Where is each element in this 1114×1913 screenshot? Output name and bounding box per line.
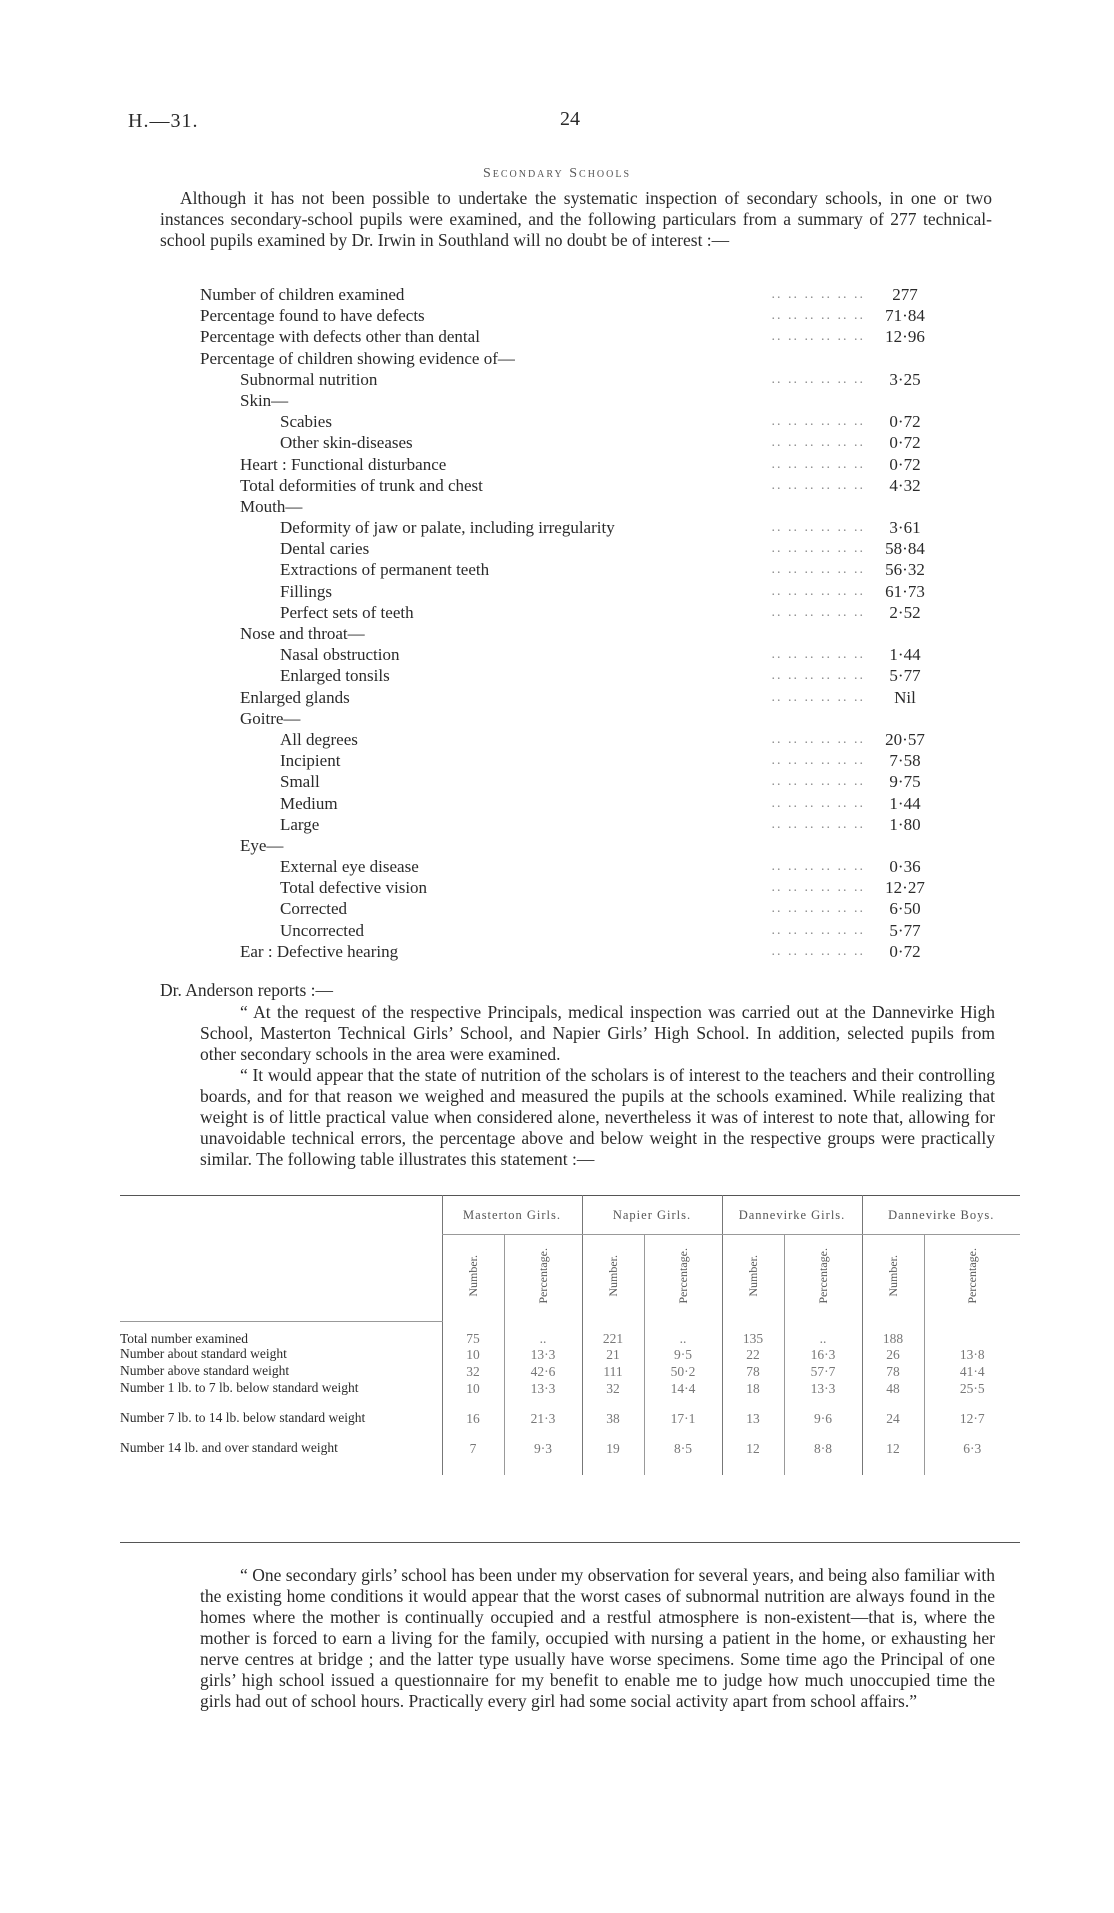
- stat-label: Subnormal nutrition: [240, 369, 378, 389]
- leader-dots: .. .. .. .. .. ..: [771, 901, 865, 917]
- table-row: [120, 1411, 1020, 1441]
- leader-dots: .. .. .. .. .. ..: [771, 880, 865, 896]
- group-header-napier-girls: Napier Girls.: [582, 1196, 722, 1235]
- stat-row: [200, 454, 945, 475]
- leader-dots: .. .. .. .. .. ..: [771, 308, 865, 324]
- stat-value: 1·44: [889, 793, 921, 813]
- stat-value: 3·25: [889, 369, 921, 389]
- group-header-masterton-girls: Masterton Girls.: [442, 1196, 582, 1235]
- stat-row: [200, 729, 945, 750]
- stat-row: [200, 750, 945, 771]
- table-cell: 38: [582, 1411, 644, 1441]
- stat-row: [200, 644, 945, 665]
- table-cell: 26: [862, 1347, 924, 1364]
- table-cell: 7: [442, 1441, 504, 1475]
- stat-label: Large: [280, 814, 320, 834]
- stat-label: Goitre—: [240, 708, 301, 728]
- table-cell: 78: [722, 1364, 784, 1381]
- table-cell: 10: [442, 1381, 504, 1411]
- leader-dots: .. .. .. .. .. ..: [771, 329, 865, 345]
- stat-row: [200, 432, 945, 453]
- table-cell: 48: [862, 1381, 924, 1411]
- table-cell: 19: [582, 1441, 644, 1475]
- stat-value: 5·77: [889, 666, 921, 686]
- table-cell: ..: [784, 1321, 862, 1347]
- stat-label: Total deformities of trunk and chest: [240, 475, 483, 495]
- subheader-number: Number.: [442, 1235, 504, 1322]
- leader-dots: .. .. .. .. .. ..: [771, 604, 865, 620]
- leader-dots: .. .. .. .. .. ..: [771, 371, 865, 387]
- table-cell: 12·7: [924, 1411, 1020, 1441]
- table-cell: 8·5: [644, 1441, 722, 1475]
- table-cell: 32: [442, 1364, 504, 1381]
- table-cell: 10: [442, 1347, 504, 1364]
- table-row: [120, 1321, 1020, 1347]
- leader-dots: .. .. .. .. .. ..: [771, 477, 865, 493]
- leader-dots: .. .. .. .. .. ..: [771, 943, 865, 959]
- subheader-percentage: Percentage.: [924, 1235, 1020, 1322]
- stat-row: [200, 623, 945, 644]
- stat-label: External eye disease: [280, 857, 419, 877]
- table-cell: 9·6: [784, 1411, 862, 1441]
- stat-label: Nose and throat—: [240, 624, 365, 643]
- stat-label: Percentage found to have defects: [200, 306, 425, 326]
- table-cell: 57·7: [784, 1364, 862, 1381]
- leader-dots: .. .. .. .. .. ..: [771, 435, 865, 451]
- quote-paragraph-1: “ At the request of the respective Principals, medical inspection was carried out at the Dannevirke High School, Masterton Technical Girls’ School, and Napier Girls’ High School. In addition, selected pupils from other secondary schools in the area were examined.: [200, 1002, 995, 1064]
- row-label: Number above standard weight: [120, 1363, 290, 1378]
- stat-label: Heart : Functional disturbance: [240, 454, 447, 474]
- stat-label: Corrected: [280, 899, 348, 919]
- table-cell: 6·3: [924, 1441, 1020, 1475]
- stat-value: 56·32: [885, 560, 925, 580]
- table-cell: 24: [862, 1411, 924, 1441]
- stat-value: 61·73: [885, 581, 925, 601]
- leader-dots: .. .. .. .. .. ..: [771, 859, 865, 875]
- stat-value: 20·57: [885, 729, 925, 749]
- stat-value: 5·77: [889, 920, 921, 940]
- report-intro: Dr. Anderson reports :—: [160, 980, 334, 1000]
- table-cell: 14·4: [644, 1381, 722, 1411]
- stat-label: Dental caries: [280, 539, 370, 559]
- stat-label: Scabies: [280, 412, 332, 432]
- quote-paragraph-2: “ It would appear that the state of nutrition of the scholars is of interest to the teachers and their controlling boards, and for that reason we weighed and measured the pupils at the schools examined. While realizing that weight is of little practical value when considered alone, nevertheless it was of interest to note that, allowing for unavoidable technical errors, the percentage above and below weight in the respective groups were practically similar. The following table illustrates this statement :—: [200, 1065, 995, 1169]
- stat-row: [200, 390, 945, 411]
- stat-row: [200, 475, 945, 496]
- stat-label: Percentage of children showing evidence of—: [200, 348, 515, 368]
- stat-row: [200, 687, 945, 708]
- stat-row: [200, 411, 945, 432]
- stat-value: 4·32: [889, 475, 921, 495]
- table-cell: 13·8: [924, 1347, 1020, 1364]
- table-cell: [924, 1321, 1020, 1347]
- stat-value: 1·44: [889, 645, 921, 665]
- stat-label: Nasal obstruction: [280, 645, 400, 665]
- leader-dots: .. .. .. .. .. ..: [771, 414, 865, 430]
- stat-row: [200, 708, 945, 729]
- stat-value: 12·96: [885, 327, 925, 347]
- leader-dots: .. .. .. .. .. ..: [771, 816, 865, 832]
- stat-label: Percentage with defects other than dental: [200, 327, 480, 347]
- table-cell: 221: [582, 1321, 644, 1347]
- stat-value: 7·58: [889, 751, 921, 771]
- stat-row: [200, 348, 945, 369]
- stat-row: [200, 877, 945, 898]
- stat-value: 71·84: [885, 306, 925, 326]
- table-cell: 16: [442, 1411, 504, 1441]
- stat-row: [200, 856, 945, 877]
- stat-row: [200, 602, 945, 623]
- table-cell: 13·3: [784, 1381, 862, 1411]
- subheader-number: Number.: [862, 1235, 924, 1322]
- intro-paragraph: Although it has not been possible to undertake the systematic inspection of secondary schools, in one or two instances secondary-school pupils were examined, and the following particulars from a summary of 277 technical-school pupils examined by Dr. Irwin in Southland will no doubt be of interest :—: [160, 188, 992, 250]
- leader-dots: .. .. .. .. .. ..: [771, 731, 865, 747]
- table-cell: 22: [722, 1347, 784, 1364]
- statistics-list: [200, 284, 945, 962]
- stat-label: Uncorrected: [280, 920, 365, 940]
- table-bottom-rule: [120, 1542, 1020, 1543]
- stat-row: [200, 898, 945, 919]
- stat-value: Nil: [894, 687, 916, 707]
- table-cell: 18: [722, 1381, 784, 1411]
- stat-label: Deformity of jaw or palate, including irregularity: [280, 518, 615, 538]
- table-cell: 21: [582, 1347, 644, 1364]
- subheader-number: Number.: [582, 1235, 644, 1322]
- stat-label: Ear : Defective hearing: [240, 941, 399, 961]
- table-cell: 111: [582, 1364, 644, 1381]
- leader-dots: .. .. .. .. .. ..: [771, 541, 865, 557]
- section-title: Secondary Schools: [482, 166, 632, 181]
- group-header-dannevirke-girls: Dannevirke Girls.: [722, 1196, 862, 1235]
- table-cell: 78: [862, 1364, 924, 1381]
- stat-value: 6·50: [889, 899, 921, 919]
- subheader-percentage: Percentage.: [784, 1235, 862, 1322]
- stat-row: [200, 305, 945, 326]
- table-cell: 42·6: [504, 1364, 582, 1381]
- table-cell: 13·3: [504, 1381, 582, 1411]
- leader-dots: .. .. .. .. .. ..: [771, 583, 865, 599]
- stat-row: [200, 326, 945, 347]
- stat-label: Fillings: [280, 581, 332, 601]
- stat-label: Medium: [280, 793, 338, 813]
- leader-dots: .. .. .. .. .. ..: [771, 753, 865, 769]
- stat-value: 3·61: [889, 518, 921, 538]
- stat-label: Enlarged tonsils: [280, 666, 390, 686]
- stat-row: [200, 665, 945, 686]
- stat-value: 2·52: [889, 602, 921, 622]
- leader-dots: .. .. .. .. .. ..: [771, 922, 865, 938]
- stat-value: 9·75: [889, 772, 921, 792]
- table-cell: 13: [722, 1411, 784, 1441]
- table-cell: 25·5: [924, 1381, 1020, 1411]
- stat-value: 0·72: [889, 454, 921, 474]
- stat-label: Skin—: [240, 390, 289, 410]
- leader-dots: .. .. .. .. .. ..: [771, 520, 865, 536]
- weight-table: [120, 1195, 1020, 1475]
- leader-dots: .. .. .. .. .. ..: [771, 456, 865, 472]
- table-cell: 135: [722, 1321, 784, 1347]
- table-cell: ..: [644, 1321, 722, 1347]
- stat-row: [200, 920, 945, 941]
- stat-label: All degrees: [280, 729, 358, 749]
- table-cell: 17·1: [644, 1411, 722, 1441]
- page-number: 24: [560, 108, 580, 130]
- subheader-percentage: Percentage.: [644, 1235, 722, 1322]
- stat-label: Number of children examined: [200, 285, 405, 304]
- stat-value: 1·80: [889, 814, 921, 834]
- table-cell: 9·5: [644, 1347, 722, 1364]
- stat-row: [200, 814, 945, 835]
- stat-row: [200, 835, 945, 856]
- stat-label: Other skin-diseases: [280, 433, 413, 453]
- stat-value: 58·84: [885, 539, 925, 559]
- stat-value: 277: [892, 285, 918, 304]
- table-cell: 8·8: [784, 1441, 862, 1475]
- stat-row: [200, 771, 945, 792]
- table-cell: 188: [862, 1321, 924, 1347]
- stat-row: [200, 369, 945, 390]
- stat-row: [200, 581, 945, 602]
- stat-label: Total defective vision: [280, 878, 428, 898]
- document-reference: H.—31.: [128, 110, 199, 132]
- table-row: [120, 1441, 1020, 1475]
- stat-value: 12·27: [885, 878, 925, 898]
- leader-dots: .. .. .. .. .. ..: [771, 689, 865, 705]
- row-label: Number 14 lb. and over standard weight: [120, 1440, 338, 1455]
- table-cell: ..: [504, 1321, 582, 1347]
- row-label: Number 1 lb. to 7 lb. below standard weight: [120, 1380, 359, 1395]
- subheader-percentage: Percentage.: [504, 1235, 582, 1322]
- stat-row: [200, 941, 945, 962]
- table-header-blank: [120, 1196, 442, 1322]
- stat-label: Incipient: [280, 751, 341, 771]
- stat-label: Mouth—: [240, 496, 303, 516]
- stat-label: Small: [280, 772, 320, 792]
- stat-row: [200, 538, 945, 559]
- row-label: Number about standard weight: [120, 1346, 287, 1361]
- table-row: [120, 1381, 1020, 1411]
- table-row: [120, 1347, 1020, 1364]
- table-body: [120, 1321, 1020, 1475]
- subheader-number: Number.: [722, 1235, 784, 1322]
- stat-value: 0·72: [889, 412, 921, 432]
- table-cell: 9·3: [504, 1441, 582, 1475]
- stat-row: [200, 793, 945, 814]
- row-label: Number 7 lb. to 14 lb. below standard weight: [120, 1410, 366, 1425]
- row-label: Total number examined: [120, 1330, 249, 1346]
- table-cell: 32: [582, 1381, 644, 1411]
- stat-value: 0·72: [889, 941, 921, 961]
- quote-paragraph-3: “ One secondary girls’ school has been under my observation for several years, and being also familiar with the existing home conditions it would appear that the worst cases of subnormal nutrition are always found in the homes where the mother is continually occupied and a restful atmosphere is non-existent—that is, where the mother is forced to earn a living for the family, occupied with nursing a patient in the home, or exhausting her nerve centres at bridge ; and the latter type usually have worse specimens. Some time ago the Principal of one girls’ high school issued a questionnaire for my benefit to enable me to judge how much unoccupied time the girls had out of school hours. Practically every girl had some social activity apart from school affairs.”: [200, 1565, 995, 1711]
- stat-row: [200, 559, 945, 580]
- group-header-dannevirke-boys: Dannevirke Boys.: [862, 1196, 1020, 1235]
- table-cell: 13·3: [504, 1347, 582, 1364]
- table-cell: 16·3: [784, 1347, 862, 1364]
- stat-label: Eye—: [240, 835, 284, 855]
- stat-row: [200, 517, 945, 538]
- table-cell: 12: [722, 1441, 784, 1475]
- stat-value: 0·36: [889, 857, 921, 877]
- table-cell: 12: [862, 1441, 924, 1475]
- table-cell: 50·2: [644, 1364, 722, 1381]
- table-cell: 41·4: [924, 1364, 1020, 1381]
- table-cell: 75: [442, 1321, 504, 1347]
- leader-dots: .. .. .. .. .. ..: [771, 795, 865, 811]
- leader-dots: .. .. .. .. .. ..: [771, 647, 865, 663]
- stat-row: [200, 496, 945, 517]
- table-cell: 21·3: [504, 1411, 582, 1441]
- leader-dots: .. .. .. .. .. ..: [771, 774, 865, 790]
- leader-dots: .. .. .. .. .. ..: [771, 562, 865, 578]
- leader-dots: .. .. .. .. .. ..: [771, 287, 865, 302]
- stat-row: [200, 284, 945, 305]
- stat-value: 0·72: [889, 433, 921, 453]
- leader-dots: .. .. .. .. .. ..: [771, 668, 865, 684]
- table-row: [120, 1364, 1020, 1381]
- stat-label: Extractions of permanent teeth: [280, 560, 490, 580]
- stat-label: Perfect sets of teeth: [280, 602, 414, 622]
- stat-label: Enlarged glands: [240, 687, 350, 707]
